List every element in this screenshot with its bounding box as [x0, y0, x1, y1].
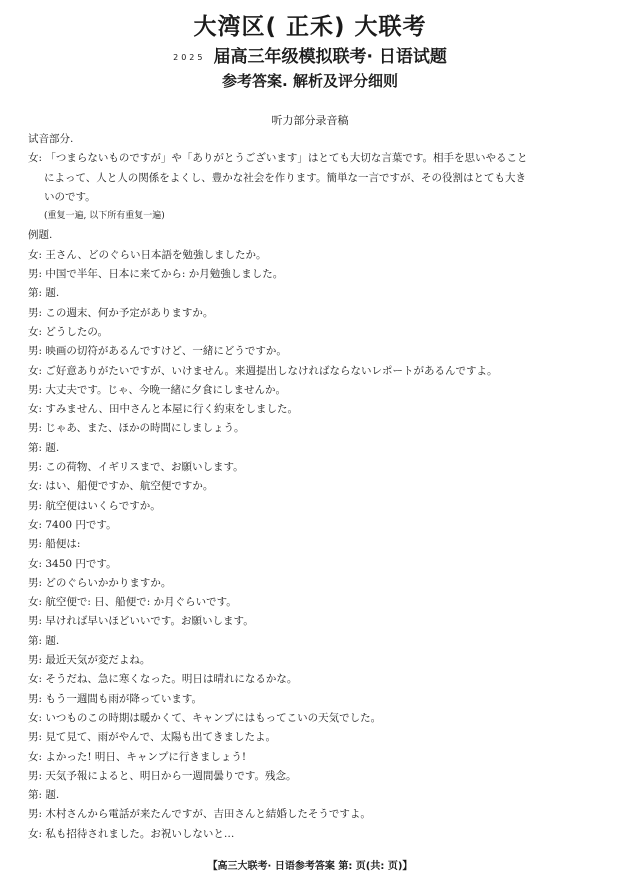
transcript-line: 男: 早ければ早いほどいいです。お願いします。 [28, 615, 254, 628]
page-subtitle-2: 参考答案. 解析及评分细则 [222, 72, 398, 90]
transcript-line: 第: 题. [28, 287, 60, 300]
transcript-line: 试音部分. [28, 133, 74, 145]
transcript-line: 女: 「つまらないものですが」や「ありがとうございます」はとても大切な言葉です。相手を思いやること [28, 152, 528, 165]
page-footer: 【高三大联考· 日语参考答案 第: 页(共: 页)】 [207, 861, 413, 872]
transcript-line: 男: この荷物、イギリスまで、お願いします。 [28, 461, 244, 474]
transcript-line: 女: 航空便で: 日、船便で: か月ぐらいです。 [28, 596, 237, 609]
transcript-line: 女: はい、船便ですか、航空便ですか。 [28, 480, 214, 493]
transcript-line: 女: よかった! 明日、キャンプに行きましょう! [28, 750, 247, 763]
transcript-line: いのです。 [44, 190, 96, 203]
transcript-line: 女: 3450 円です。 [28, 557, 117, 570]
transcript-line: 男: 見て見て、雨がやんで、太陽も出てきましたよ。 [28, 731, 276, 744]
transcript-line: 男: 天気予報によると、明日から一週間曇りです。残念。 [28, 769, 297, 782]
transcript-line: 男: 木村さんから電話が来たんですが、吉田さんと結婚したそうですよ。 [28, 808, 371, 821]
transcript-line: 男: 最近天気が変だよね。 [28, 654, 151, 667]
transcript-line: 女: すみません、田中さんと本屋に行く約束をしました。 [28, 403, 299, 416]
page-title: 大湾区( 正禾) 大联考 [193, 14, 427, 40]
transcript-line: 女: ご好意ありがたいですが、いけません。来週提出しなければならないレポートがあるんですよ。 [28, 364, 498, 377]
subtitle-text: 届高三年级模拟联考· 日语试题 [213, 47, 447, 67]
page-subtitle [0, 42, 620, 67]
transcript-line: 男: 映画の切符があるんですけど、一緒にどうですか。 [28, 345, 287, 358]
transcript-body [28, 130, 598, 844]
transcript-line: 女: どうしたの。 [28, 325, 108, 338]
transcript-line: 男: もう一週間も雨が降っています。 [28, 692, 203, 705]
transcript-line: 例题. [28, 229, 53, 242]
transcript-line: 女: そうだね、急に寒くなった。明日は晴れになるかな。 [28, 673, 298, 686]
transcript-line: 男: じゃあ、また、ほかの時間にしましょう。 [28, 422, 245, 435]
transcript-line: 男: 航空便はいくらですか。 [28, 499, 161, 512]
transcript-line: 女: 王さん、どのぐらい日本語を勉強しましたか。 [28, 248, 267, 261]
transcript-line: 女: 私も招待されました。お祝いしないと… [28, 827, 235, 840]
transcript-line: 女: 7400 円です。 [28, 518, 117, 531]
transcript-line: 女: いつものこの時期は暖かくて、キャンプにはもってこいの天気でした。 [28, 711, 382, 724]
transcript-line: 男: 中国で半年、日本に来てから: か月勉強しました。 [28, 268, 284, 281]
transcript-line: 第: 题. [28, 441, 60, 454]
transcript-line: 男: どのぐらいかかりますか。 [28, 576, 172, 589]
transcript-line: によって、人と人の関係をよくし、豊かな社会を作ります。簡単な一言ですが、その役割はとても大き [44, 171, 526, 184]
transcript-note: (重复一遍, 以下所有重复一遍) [44, 211, 165, 222]
transcript-line: 第: 题. [28, 789, 60, 802]
transcript-line: 男: 船便は: [28, 538, 81, 551]
section-title: 听力部分录音稿 [271, 114, 349, 127]
transcript-line: 男: 大丈夫です。じゃ、今晩一緒に夕食にしませんか。 [28, 383, 287, 396]
transcript-line: 男: この週末、何か予定がありますか。 [28, 306, 214, 319]
exam-year: 2025 [173, 52, 206, 62]
transcript-line: 第: 题. [28, 634, 60, 647]
